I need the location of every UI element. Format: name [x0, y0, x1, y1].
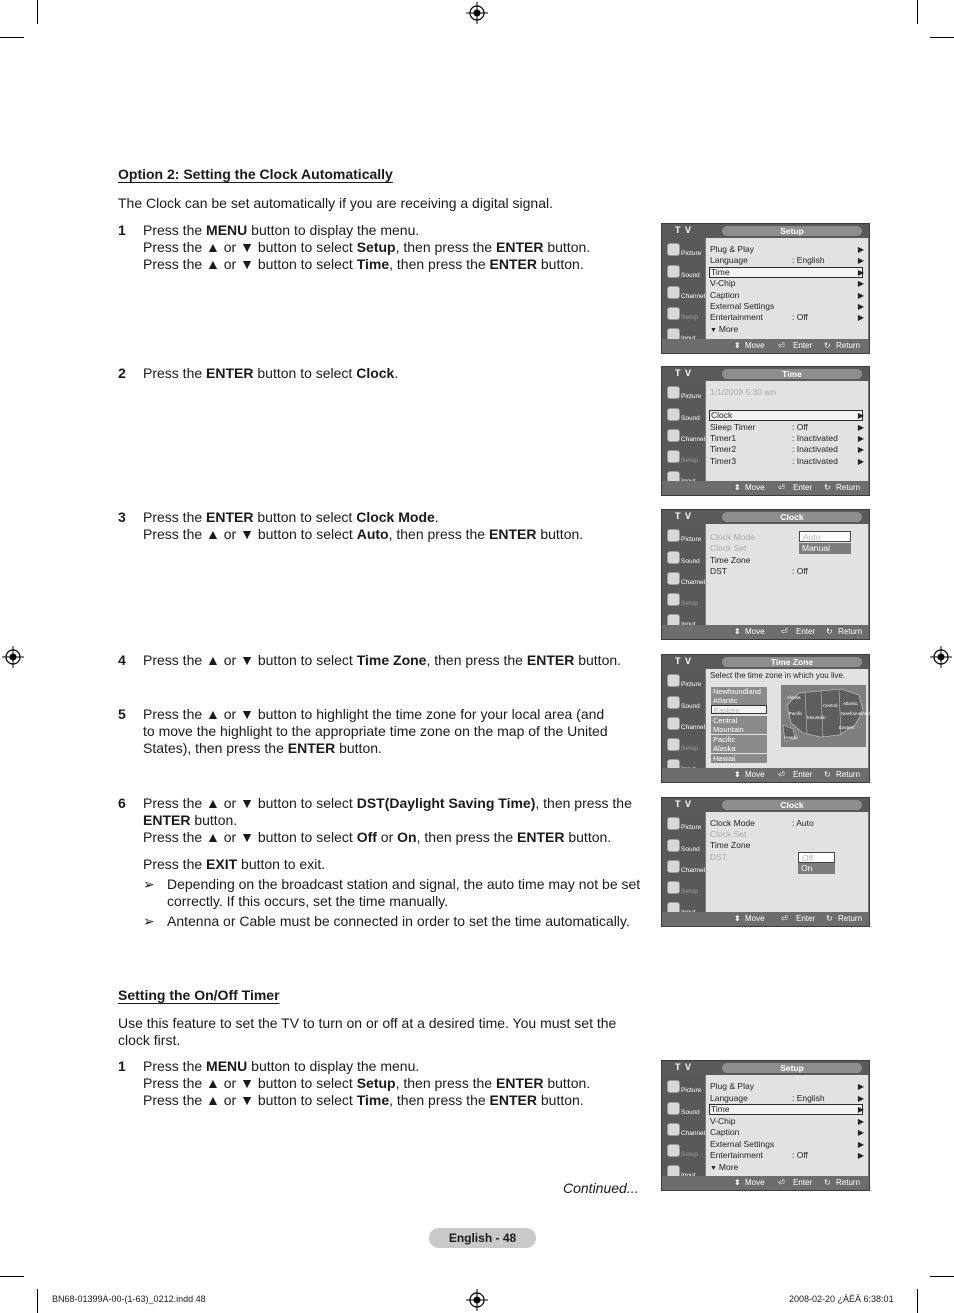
osd-footer [662, 339, 869, 353]
menu-item-clock-mode[interactable]: Clock Mode [710, 532, 755, 542]
step-line: Press the ▲ or ▼ button to select Time, then press the ENTER button. [143, 256, 584, 272]
svg-text:Alaska: Alaska [787, 695, 801, 700]
tv-label: T V [675, 799, 693, 809]
menu-item-time-zone[interactable]: Time Zone [710, 555, 751, 565]
step-line: Press the ▲ or ▼ button to select Time, then press the ENTER button. [143, 1092, 584, 1108]
menu-item-more[interactable]: ▼ More [710, 324, 739, 334]
enter-label: Enter [793, 341, 813, 350]
tv-osd-time-zone [661, 654, 870, 783]
return-icon: ↻ [824, 1178, 831, 1187]
move-icon: ⬍ [734, 627, 741, 636]
osd-title: Setup [722, 1063, 862, 1073]
note-arrow-icon: ➢ [143, 913, 155, 929]
note [143, 913, 643, 930]
svg-text:Mountain: Mountain [807, 715, 826, 720]
crop-mark [917, 1289, 918, 1313]
picture-icon [667, 529, 680, 542]
step-line: Press the MENU button to display the menu. [143, 1058, 420, 1074]
picture-icon [667, 243, 680, 256]
option-manual[interactable]: Manual [799, 543, 851, 554]
step-line: Press the ▲ or ▼ button to highlight the time zone for your local area (and [143, 706, 605, 722]
menu-item-time[interactable]: Time ▶ [711, 1104, 864, 1114]
crop-mark [917, 0, 918, 24]
osd-main [706, 524, 868, 625]
menu-item-language[interactable]: Language : English ▶ [710, 1093, 864, 1103]
step-number: 3 [118, 509, 126, 525]
move-icon: ⬍ [734, 341, 741, 350]
tv-osd-time [661, 366, 870, 496]
menu-item-clock-set[interactable]: Clock Set [710, 543, 747, 553]
return-icon: ↻ [824, 483, 831, 492]
menu-item-plug-play[interactable]: Plug & Play ▶ [710, 1081, 864, 1091]
page-number: English - 48 [429, 1228, 536, 1248]
crop-mark [37, 1289, 38, 1313]
footer-file: BN68-01399A-00-(1-63)_0212.indd 48 [52, 1294, 206, 1304]
menu-item-clock[interactable]: Clock ▶ [711, 410, 864, 420]
sidebar-item-setup[interactable]: Setup [664, 880, 704, 898]
time-zone-prompt: Select the time zone in which you live. [710, 671, 846, 680]
step-number: 1 [118, 1058, 126, 1074]
registration-mark-icon [930, 646, 952, 668]
enter-icon: ⏎ [781, 627, 788, 636]
zone-mountain[interactable]: Mountain [711, 725, 767, 734]
setup-icon [667, 307, 680, 320]
sidebar-item-channel[interactable]: Channel [664, 716, 704, 734]
return-icon: ↻ [824, 770, 831, 779]
osd-title: Setup [722, 226, 862, 236]
enter-icon: ⏎ [778, 770, 785, 779]
menu-item-external-settings[interactable]: External Settings ▶ [710, 301, 864, 311]
sidebar-item-sound[interactable]: Sound [664, 838, 704, 856]
step-5 [118, 706, 643, 757]
sidebar-item-picture[interactable]: Picture [664, 816, 704, 834]
osd-title: Clock [722, 800, 862, 810]
option-off[interactable]: Off [798, 852, 835, 863]
registration-mark-icon [466, 1289, 488, 1311]
step-line: Press the ▲ or ▼ button to select Time Zone, then press the ENTER button. [143, 652, 622, 668]
menu-item-time-zone[interactable]: Time Zone [710, 840, 751, 850]
step-exit-line: Press the EXIT button to exit. [143, 856, 326, 872]
picture-icon [667, 1080, 680, 1093]
crop-mark [930, 37, 954, 38]
svg-text:Eastern: Eastern [839, 725, 855, 730]
sound-icon [667, 839, 680, 852]
sidebar-item-setup[interactable]: Setup [664, 306, 704, 324]
sidebar-item-setup[interactable]: Setup [664, 449, 704, 467]
step-2 [118, 365, 643, 382]
sidebar-item-sound[interactable]: Sound [664, 407, 704, 425]
zone-newfoundland[interactable]: Newfoundland [711, 687, 767, 696]
osd-sidebar [662, 812, 705, 912]
osd-sidebar [662, 238, 705, 339]
sidebar-item-channel[interactable]: Channel [664, 285, 704, 303]
setup-icon [667, 450, 680, 463]
registration-mark-icon [466, 2, 488, 24]
step-line: to move the highlight to the appropriate time zone on the map of the United [143, 723, 608, 739]
menu-item-time[interactable]: Time ▶ [711, 267, 864, 277]
menu-item-vchip[interactable]: V-Chip ▶ [710, 1116, 864, 1126]
footer-date: 2008-02-20 ¿ÀÈÄ 6:38:01 [789, 1294, 894, 1304]
menu-item-entertainment[interactable]: Entertainment : Off ▶ [710, 1150, 864, 1160]
menu-item-caption[interactable]: Caption ▶ [710, 290, 864, 300]
sound-icon [667, 265, 680, 278]
step-1 [118, 1058, 643, 1109]
tv-osd-setup-2 [661, 1060, 870, 1191]
step-4 [118, 652, 643, 669]
sidebar-item-channel[interactable]: Channel [664, 428, 704, 446]
osd-footer: ⬍ Move ⏎ Enter ↻ Return [662, 1176, 869, 1190]
step-6 [118, 795, 643, 930]
tv-label: T V [675, 511, 693, 521]
note-text: Antenna or Cable must be connected in order to set the time automatically. [167, 913, 630, 929]
step-line: Press the MENU button to display the menu. [143, 222, 420, 238]
crop-mark [37, 0, 38, 24]
more-down-icon: ▼ [710, 1165, 719, 1172]
us-map-icon [781, 685, 870, 747]
svg-text:Hawaii: Hawaii [784, 735, 798, 740]
setup-icon [667, 1144, 680, 1157]
menu-item-clock-set[interactable]: Clock Set [710, 829, 747, 839]
step-number: 1 [118, 222, 126, 238]
menu-item-dst[interactable]: DST : Off [710, 566, 808, 576]
move-label: Move [745, 341, 765, 350]
tv-label: T V [675, 656, 693, 666]
move-icon: ⬍ [734, 1178, 741, 1187]
section-heading: Option 2: Setting the Clock Automatically [118, 166, 393, 182]
osd-sidebar [662, 524, 705, 625]
tv-label: T V [675, 1062, 693, 1072]
osd-sidebar [662, 1075, 705, 1176]
step-number: 4 [118, 652, 126, 668]
step-line: Press the ▲ or ▼ button to select Setup, then press the ENTER button. [143, 239, 591, 255]
menu-item-dst[interactable]: DST [710, 852, 727, 862]
sound-icon [667, 696, 680, 709]
return-icon: ↻ [826, 914, 833, 923]
osd-main [706, 1075, 868, 1176]
setup-icon [667, 881, 680, 894]
option-auto[interactable]: Auto [799, 531, 851, 542]
osd-footer: ⬍ Move ⏎ Enter ↻ Return [662, 912, 869, 926]
channel-icon [667, 860, 680, 873]
note-arrow-icon: ➢ [143, 876, 155, 892]
sidebar-item-sound[interactable]: Sound [664, 1101, 704, 1119]
osd-main [706, 669, 868, 768]
step-line: Press the ENTER button to select Clock. [143, 365, 399, 381]
step-line: Press the ▲ or ▼ button to select Setup, then press the ENTER button. [143, 1075, 591, 1091]
osd-main [706, 381, 868, 481]
tv-osd-setup [661, 223, 870, 354]
sidebar-item-setup[interactable]: Setup [664, 1143, 704, 1161]
sidebar-item-channel[interactable]: Channel [664, 1122, 704, 1140]
sound-icon [667, 408, 680, 421]
return-label: Return [836, 341, 861, 350]
sidebar-item-sound[interactable]: Sound [664, 264, 704, 282]
registration-mark-icon [2, 646, 24, 668]
tv-osd-dst [661, 797, 870, 927]
osd-title: Clock [722, 512, 862, 522]
menu-item-entertainment[interactable]: Entertainment : Off ▶ [710, 312, 864, 322]
sidebar-item-picture[interactable]: Picture [664, 385, 704, 403]
intro-text: Use this feature to set the TV to turn on or off at a desired time. You must set the clock first. [118, 1015, 617, 1048]
setup-icon [667, 738, 680, 751]
sidebar-item-picture[interactable]: Picture [664, 242, 704, 260]
channel-icon [667, 572, 680, 585]
step-line: Press the ▲ or ▼ button to select Off or On, then press the ENTER button. [143, 829, 612, 845]
menu-item-external-settings[interactable]: External Settings ▶ [710, 1139, 864, 1149]
zone-eastern[interactable]: Eastern [711, 705, 767, 714]
enter-icon: ⏎ [778, 483, 785, 492]
time-zone-map[interactable] [781, 685, 870, 747]
sidebar-item-picture[interactable]: Picture [664, 1079, 704, 1097]
channel-icon [667, 429, 680, 442]
option-on[interactable]: On [798, 863, 835, 874]
crop-mark [0, 37, 24, 38]
menu-item-caption[interactable]: Caption ▶ [710, 1127, 864, 1137]
svg-text:Central: Central [823, 703, 838, 708]
enter-icon: ⏎ [778, 341, 785, 350]
tv-osd-clock-mode [661, 509, 870, 640]
osd-footer: ⬍ Move ⏎ Enter ↻ Return [662, 481, 869, 495]
osd-footer: ⬍ Move ⏎ Enter ↻ Return [662, 625, 869, 639]
menu-item-plug-play[interactable]: Plug & Play ▶ [710, 244, 864, 254]
svg-text:Pacific: Pacific [789, 711, 803, 716]
menu-item-vchip[interactable]: V-Chip ▶ [710, 278, 864, 288]
channel-icon [667, 717, 680, 730]
note [143, 876, 643, 910]
sidebar-item-picture[interactable]: Picture [664, 673, 704, 691]
step-1 [118, 222, 643, 273]
move-icon: ⬍ [734, 483, 741, 492]
setup-icon [667, 593, 680, 606]
menu-item-timer2[interactable]: Timer2 : Inactivated ▶ [710, 444, 864, 454]
sidebar-item-sound[interactable]: Sound [664, 550, 704, 568]
sound-icon [667, 1102, 680, 1115]
svg-text:Newfoundland: Newfoundland [841, 711, 870, 716]
svg-text:Atlantic: Atlantic [843, 701, 858, 706]
return-icon: ↻ [826, 627, 833, 636]
osd-sidebar [662, 381, 705, 481]
return-icon: ↻ [824, 341, 831, 350]
step-number: 5 [118, 706, 126, 722]
continued-label: Continued... [563, 1180, 639, 1196]
current-datetime: 1/1/2008 5:30 am [710, 387, 777, 397]
picture-icon [667, 674, 680, 687]
osd-sidebar [662, 669, 705, 768]
sidebar-item-picture[interactable]: Picture [664, 528, 704, 546]
move-icon: ⬍ [734, 914, 741, 923]
crop-mark [930, 1276, 954, 1277]
menu-item-clock-mode[interactable]: Clock Mode : Auto [710, 818, 814, 828]
osd-footer: ⬍ Move ⏎ Enter ↻ Return [662, 768, 869, 782]
tv-label: T V [675, 368, 693, 378]
menu-item-more[interactable]: ▼ More [710, 1162, 739, 1172]
more-down-icon: ▼ [710, 327, 719, 334]
step-3 [118, 509, 643, 543]
picture-icon [667, 386, 680, 399]
step-number: 2 [118, 365, 126, 381]
step-line: Press the ▲ or ▼ button to select DST(Daylight Saving Time), then press the [143, 795, 632, 811]
zone-alaska[interactable]: Alaska [711, 744, 767, 753]
section-heading: Setting the On/Off Timer [118, 987, 280, 1003]
sidebar-item-setup[interactable]: Setup [664, 737, 704, 755]
menu-item-timer3[interactable]: Timer3 : Inactivated ▶ [710, 456, 864, 466]
picture-icon [667, 817, 680, 830]
zone-atlantic[interactable]: Atlantic [711, 696, 767, 705]
tv-label: T V [675, 225, 693, 235]
note-text: Depending on the broadcast station and signal, the auto time may not be set correctly. If this occurs, set the time manually. [167, 876, 641, 909]
move-icon: ⬍ [734, 770, 741, 779]
osd-title: Time Zone [722, 657, 862, 667]
channel-icon [667, 286, 680, 299]
step-line: ENTER button. [143, 812, 238, 828]
channel-icon [667, 1123, 680, 1136]
osd-title: Time [722, 369, 862, 379]
intro-text: The Clock can be set automatically if you are receiving a digital signal. [118, 195, 553, 211]
menu-item-timer1[interactable]: Timer1 : Inactivated ▶ [710, 433, 864, 443]
step-line: Press the ▲ or ▼ button to select Auto, then press the ENTER button. [143, 526, 584, 542]
sidebar-item-channel[interactable]: Channel [664, 859, 704, 877]
osd-main [706, 238, 868, 339]
menu-item-sleep-timer[interactable]: Sleep Timer : Off ▶ [710, 422, 864, 432]
crop-mark [0, 1276, 24, 1277]
step-line: Press the ENTER button to select Clock Mode. [143, 509, 439, 525]
step-line: States), then press the ENTER button. [143, 740, 382, 756]
enter-icon: ⏎ [781, 914, 788, 923]
zone-central[interactable]: Central [711, 716, 767, 725]
sidebar-item-setup[interactable]: Setup [664, 592, 704, 610]
menu-item-language[interactable]: Language : English ▶ [710, 255, 864, 265]
step-number: 6 [118, 795, 126, 811]
osd-main [706, 812, 868, 912]
enter-icon: ⏎ [778, 1178, 785, 1187]
sidebar-item-sound[interactable]: Sound [664, 695, 704, 713]
sidebar-item-channel[interactable]: Channel [664, 571, 704, 589]
sound-icon [667, 551, 680, 564]
zone-pacific[interactable]: Pacific [711, 735, 767, 744]
zone-hawaii[interactable]: Hawaii [711, 754, 767, 763]
